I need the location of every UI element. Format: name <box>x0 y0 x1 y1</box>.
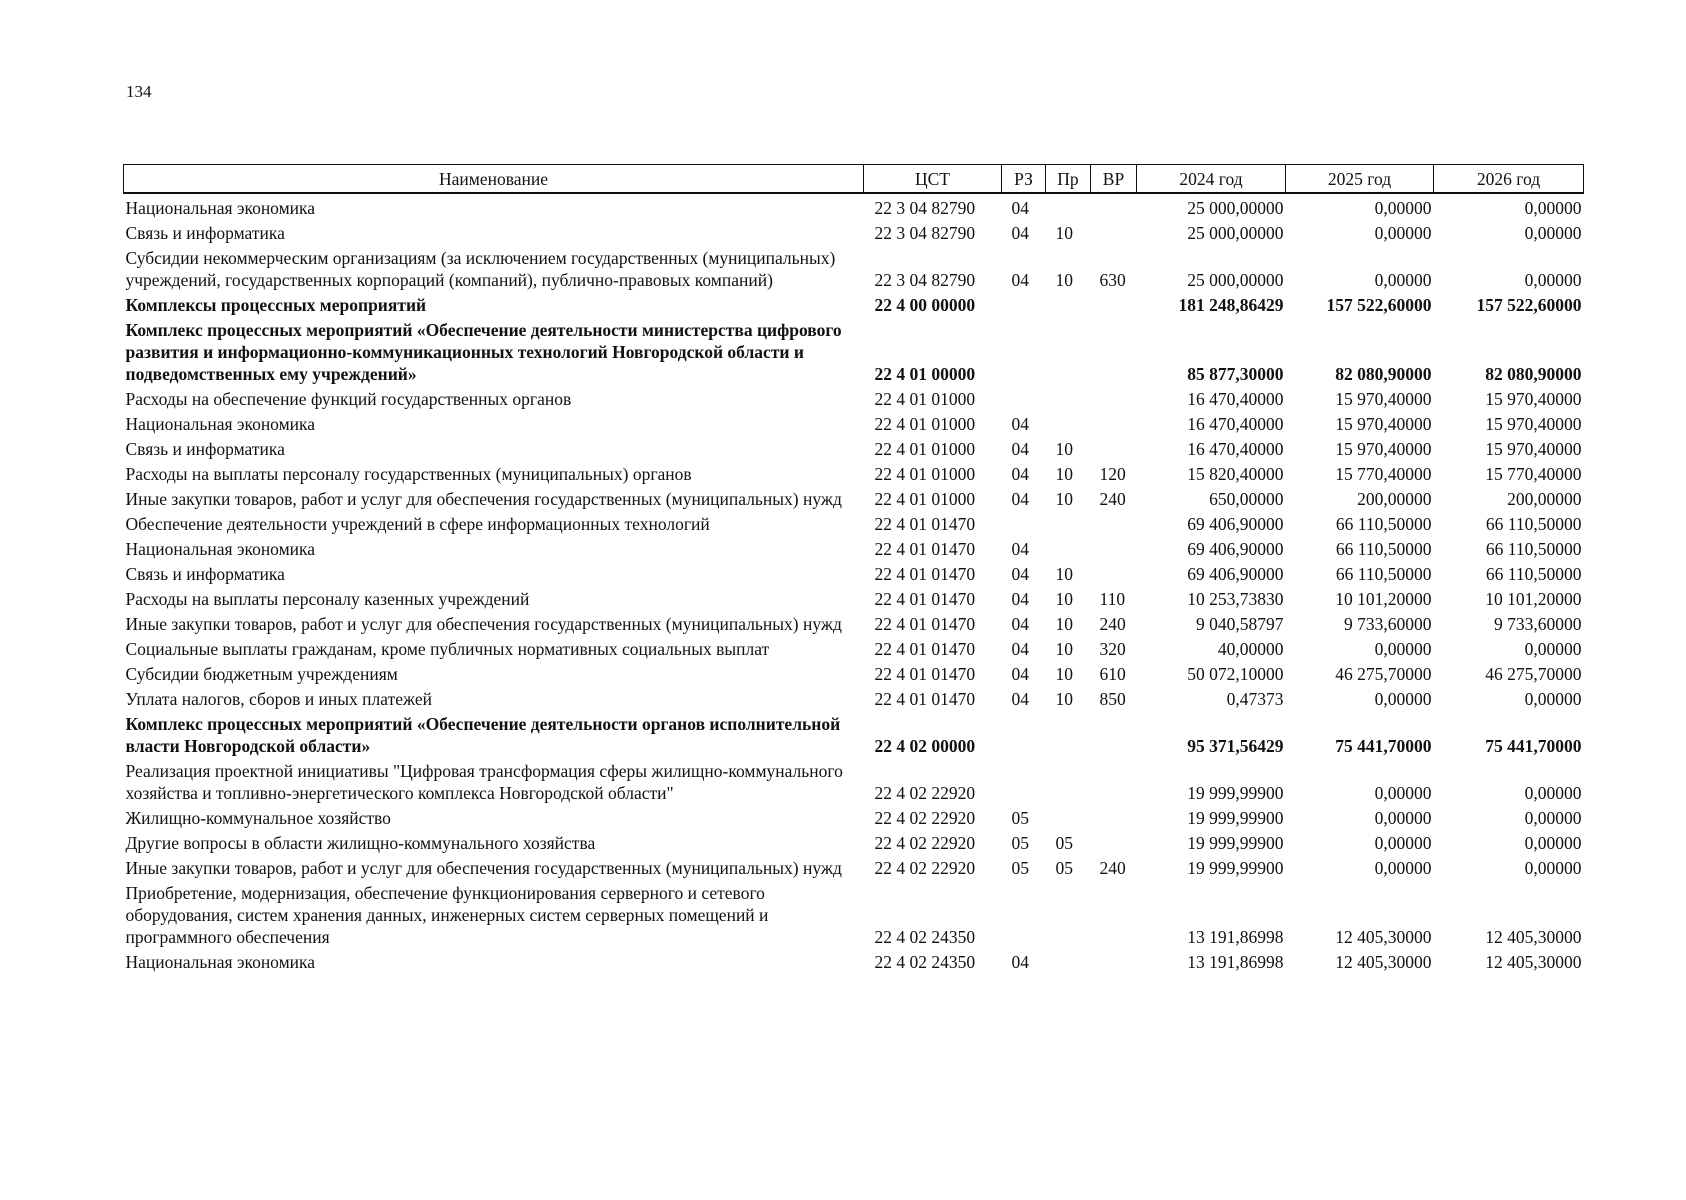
row-pr <box>1046 880 1091 949</box>
row-value-2026: 157 522,60000 <box>1476 295 1582 315</box>
row-pr: 10 <box>1055 614 1073 634</box>
row-pr <box>1046 386 1091 411</box>
row-rz: 04 <box>1011 270 1029 290</box>
table-row <box>124 561 1584 586</box>
row-cst: 22 3 04 82790 <box>874 223 976 243</box>
row-value-2025: 15 970,40000 <box>1335 414 1432 434</box>
row-cst: 22 4 02 22920 <box>874 833 976 853</box>
row-value-2026: 0,00000 <box>1524 783 1582 803</box>
row-rz: 04 <box>1011 464 1029 484</box>
row-cst: 22 4 01 01000 <box>874 489 976 509</box>
row-name: Связь и информатика <box>125 439 285 459</box>
table-row <box>124 536 1584 561</box>
row-value-2025: 0,00000 <box>1374 639 1432 659</box>
row-name: Субсидии некоммерческим организациям (за исключением государственных (муниципальных) учреждений, государственных корпораций (компаний), публично-правовых компаний) <box>125 248 836 290</box>
row-vr: 110 <box>1099 589 1126 609</box>
table-row <box>124 805 1584 830</box>
row-pr: 10 <box>1055 564 1073 584</box>
row-cst: 22 4 02 22920 <box>874 808 976 828</box>
row-cst: 22 4 02 22920 <box>874 858 976 878</box>
table-row <box>124 245 1584 292</box>
row-value-2025: 75 441,70000 <box>1335 736 1432 756</box>
row-pr: 10 <box>1055 464 1073 484</box>
row-rz: 05 <box>1011 833 1029 853</box>
row-vr <box>1091 880 1137 949</box>
row-name: Комплекс процессных мероприятий «Обеспечение деятельности министерства цифрового развития и информационно-коммуникационных технологий Новгородской области и подведомственных ему учреждений» <box>125 320 842 384</box>
row-value-2024: 15 820,40000 <box>1187 464 1284 484</box>
row-pr: 10 <box>1055 439 1073 459</box>
row-value-2025: 15 970,40000 <box>1335 389 1432 409</box>
row-cst: 22 4 01 01470 <box>874 664 976 684</box>
row-name: Жилищно-коммунальное хозяйство <box>125 808 391 828</box>
header-2026: 2026 год <box>1434 165 1584 194</box>
row-cst: 22 4 02 22920 <box>874 783 976 803</box>
row-vr: 240 <box>1099 858 1126 878</box>
row-name: Уплата налогов, сборов и иных платежей <box>125 689 432 709</box>
row-cst: 22 4 01 00000 <box>874 364 976 384</box>
header-cst: ЦСТ <box>864 165 1002 194</box>
row-name: Иные закупки товаров, работ и услуг для обеспечения государственных (муниципальных) нужд <box>125 489 842 509</box>
row-vr: 240 <box>1099 614 1126 634</box>
row-rz <box>1002 386 1046 411</box>
row-value-2025: 0,00000 <box>1374 833 1432 853</box>
row-vr <box>1091 536 1137 561</box>
row-value-2024: 13 191,86998 <box>1187 952 1284 972</box>
row-value-2025: 0,00000 <box>1374 808 1432 828</box>
row-value-2025: 0,00000 <box>1374 198 1432 218</box>
row-vr <box>1091 436 1137 461</box>
row-pr: 10 <box>1055 664 1073 684</box>
row-pr <box>1046 711 1091 758</box>
row-vr <box>1091 411 1137 436</box>
row-pr: 10 <box>1055 689 1073 709</box>
row-cst: 22 4 01 01000 <box>874 439 976 459</box>
row-cst: 22 3 04 82790 <box>874 270 976 290</box>
row-rz: 04 <box>1011 564 1029 584</box>
table-row <box>124 636 1584 661</box>
row-cst: 22 4 00 00000 <box>874 295 976 315</box>
row-value-2026: 0,00000 <box>1524 639 1582 659</box>
row-value-2026: 9 733,60000 <box>1494 614 1582 634</box>
table-row <box>124 411 1584 436</box>
row-rz: 04 <box>1011 439 1029 459</box>
row-rz <box>1002 711 1046 758</box>
row-value-2024: 25 000,00000 <box>1187 223 1284 243</box>
table-header <box>124 165 1584 194</box>
row-pr: 10 <box>1055 223 1073 243</box>
row-name: Связь и информатика <box>125 223 285 243</box>
row-value-2026: 66 110,50000 <box>1485 564 1582 584</box>
header-2024: 2024 год <box>1137 165 1286 194</box>
row-rz: 05 <box>1011 858 1029 878</box>
row-rz: 04 <box>1011 223 1029 243</box>
row-value-2026: 0,00000 <box>1524 833 1582 853</box>
row-value-2025: 12 405,30000 <box>1335 927 1432 947</box>
row-pr: 10 <box>1055 489 1073 509</box>
row-value-2025: 66 110,50000 <box>1335 514 1432 534</box>
header-rz: РЗ <box>1002 165 1046 194</box>
row-cst: 22 4 02 24350 <box>874 952 976 972</box>
row-vr <box>1091 317 1137 386</box>
row-vr <box>1091 711 1137 758</box>
table-row <box>124 386 1584 411</box>
row-value-2024: 9 040,58797 <box>1196 614 1284 634</box>
row-value-2025: 0,00000 <box>1374 689 1432 709</box>
row-rz <box>1002 880 1046 949</box>
header-vr: ВР <box>1091 165 1137 194</box>
row-value-2024: 10 253,73830 <box>1187 589 1284 609</box>
row-cst: 22 4 01 01000 <box>874 414 976 434</box>
row-name: Реализация проектной инициативы "Цифровая трансформация сферы жилищно-коммунального хозяйства и топливно-энергетического комплекса Новгородской области" <box>125 761 843 803</box>
row-value-2026: 200,00000 <box>1507 489 1582 509</box>
row-rz <box>1002 758 1046 805</box>
row-value-2024: 95 371,56429 <box>1187 736 1284 756</box>
row-pr <box>1046 193 1091 220</box>
row-value-2024: 19 999,99900 <box>1187 783 1284 803</box>
row-value-2026: 75 441,70000 <box>1485 736 1582 756</box>
row-name: Национальная экономика <box>125 539 316 559</box>
row-name: Национальная экономика <box>125 414 316 434</box>
row-value-2025: 15 770,40000 <box>1335 464 1432 484</box>
page-number: 134 <box>126 82 152 101</box>
row-pr: 05 <box>1055 858 1073 878</box>
row-value-2025: 157 522,60000 <box>1326 295 1432 315</box>
row-vr: 240 <box>1099 489 1126 509</box>
row-cst: 22 4 01 01000 <box>874 464 976 484</box>
row-name: Расходы на выплаты персоналу казенных учреждений <box>125 589 530 609</box>
table-row <box>124 661 1584 686</box>
row-rz: 04 <box>1011 614 1029 634</box>
table-row <box>124 611 1584 636</box>
row-vr: 630 <box>1099 270 1126 290</box>
row-value-2026: 15 970,40000 <box>1485 389 1582 409</box>
row-name: Другие вопросы в области жилищно-коммунального хозяйства <box>125 833 596 853</box>
table-row <box>124 486 1584 511</box>
row-value-2025: 15 970,40000 <box>1335 439 1432 459</box>
row-vr <box>1091 220 1137 245</box>
row-pr: 05 <box>1055 833 1073 853</box>
row-name: Национальная экономика <box>125 952 316 972</box>
row-value-2024: 69 406,90000 <box>1187 564 1284 584</box>
row-cst: 22 4 02 24350 <box>874 927 976 947</box>
row-rz <box>1002 317 1046 386</box>
row-vr: 320 <box>1099 639 1126 659</box>
row-vr <box>1091 193 1137 220</box>
row-value-2024: 650,00000 <box>1209 489 1284 509</box>
row-cst: 22 4 01 01470 <box>874 614 976 634</box>
row-value-2024: 25 000,00000 <box>1187 198 1284 218</box>
row-vr <box>1091 949 1137 974</box>
table-row <box>124 711 1584 758</box>
row-rz: 04 <box>1011 952 1029 972</box>
row-cst: 22 4 01 01470 <box>874 589 976 609</box>
row-value-2024: 0,47373 <box>1226 689 1284 709</box>
row-vr <box>1091 292 1137 317</box>
row-name: Связь и информатика <box>125 564 285 584</box>
row-rz <box>1002 511 1046 536</box>
row-name: Иные закупки товаров, работ и услуг для обеспечения государственных (муниципальных) нужд <box>125 858 842 878</box>
row-pr <box>1046 536 1091 561</box>
row-value-2026: 10 101,20000 <box>1485 589 1582 609</box>
row-value-2025: 82 080,90000 <box>1335 364 1432 384</box>
row-value-2026: 82 080,90000 <box>1485 364 1582 384</box>
row-value-2024: 16 470,40000 <box>1187 439 1284 459</box>
row-value-2025: 10 101,20000 <box>1335 589 1432 609</box>
row-vr <box>1091 830 1137 855</box>
row-vr <box>1091 511 1137 536</box>
row-pr <box>1046 949 1091 974</box>
table-row <box>124 830 1584 855</box>
row-name: Приобретение, модернизация, обеспечение функционирования серверного и сетевого оборудования, систем хранения данных, инженерных систем серверных помещений и программного обеспечения <box>125 883 769 947</box>
row-value-2025: 0,00000 <box>1374 223 1432 243</box>
row-cst: 22 3 04 82790 <box>874 198 976 218</box>
header-name: Наименование <box>124 165 864 194</box>
row-pr <box>1046 317 1091 386</box>
row-pr <box>1046 411 1091 436</box>
row-cst: 22 4 02 00000 <box>874 736 976 756</box>
row-value-2026: 66 110,50000 <box>1485 514 1582 534</box>
row-value-2024: 85 877,30000 <box>1187 364 1284 384</box>
row-pr <box>1046 805 1091 830</box>
row-pr: 10 <box>1055 270 1073 290</box>
row-value-2026: 15 970,40000 <box>1485 414 1582 434</box>
row-value-2024: 13 191,86998 <box>1187 927 1284 947</box>
table-row <box>124 461 1584 486</box>
row-name: Субсидии бюджетным учреждениям <box>125 664 398 684</box>
row-rz: 04 <box>1011 414 1029 434</box>
row-pr: 10 <box>1055 639 1073 659</box>
table-row <box>124 949 1584 974</box>
table-row <box>124 880 1584 949</box>
table-body <box>124 193 1584 974</box>
row-rz: 04 <box>1011 539 1029 559</box>
row-value-2025: 0,00000 <box>1374 858 1432 878</box>
row-name: Социальные выплаты гражданам, кроме публичных нормативных социальных выплат <box>125 639 770 659</box>
row-rz: 04 <box>1011 489 1029 509</box>
row-pr <box>1046 758 1091 805</box>
row-name: Расходы на выплаты персоналу государственных (муниципальных) органов <box>125 464 692 484</box>
table-row <box>124 511 1584 536</box>
row-pr <box>1046 292 1091 317</box>
row-value-2026: 0,00000 <box>1524 270 1582 290</box>
row-value-2024: 69 406,90000 <box>1187 514 1284 534</box>
row-rz: 04 <box>1011 639 1029 659</box>
table-row <box>124 586 1584 611</box>
row-value-2026: 46 275,70000 <box>1485 664 1582 684</box>
row-value-2024: 40,00000 <box>1217 639 1284 659</box>
row-value-2026: 12 405,30000 <box>1485 952 1582 972</box>
row-name: Национальная экономика <box>125 198 316 218</box>
row-value-2026: 0,00000 <box>1524 223 1582 243</box>
row-vr: 610 <box>1099 664 1126 684</box>
row-value-2025: 0,00000 <box>1374 270 1432 290</box>
row-vr <box>1091 805 1137 830</box>
row-value-2024: 19 999,99900 <box>1187 808 1284 828</box>
row-rz: 04 <box>1011 198 1029 218</box>
row-value-2024: 16 470,40000 <box>1187 389 1284 409</box>
row-name: Комплексы процессных мероприятий <box>125 295 427 315</box>
row-value-2026: 0,00000 <box>1524 689 1582 709</box>
row-cst: 22 4 01 01470 <box>874 689 976 709</box>
row-value-2024: 50 072,10000 <box>1187 664 1284 684</box>
row-value-2026: 66 110,50000 <box>1485 539 1582 559</box>
row-value-2024: 25 000,00000 <box>1187 270 1284 290</box>
header-2025: 2025 год <box>1286 165 1434 194</box>
row-cst: 22 4 01 01470 <box>874 564 976 584</box>
header-pr: Пр <box>1046 165 1091 194</box>
row-value-2024: 19 999,99900 <box>1187 858 1284 878</box>
row-value-2026: 15 770,40000 <box>1485 464 1582 484</box>
row-value-2025: 46 275,70000 <box>1335 664 1432 684</box>
table-row <box>124 436 1584 461</box>
row-value-2026: 12 405,30000 <box>1485 927 1582 947</box>
row-value-2026: 0,00000 <box>1524 198 1582 218</box>
table-row <box>124 317 1584 386</box>
row-value-2026: 15 970,40000 <box>1485 439 1582 459</box>
row-name: Комплекс процессных мероприятий «Обеспечение деятельности органов исполнительной власти Новгородской области» <box>125 714 841 756</box>
row-pr <box>1046 511 1091 536</box>
budget-table <box>123 164 1584 974</box>
row-rz: 04 <box>1011 589 1029 609</box>
table-row <box>124 193 1584 220</box>
row-value-2024: 19 999,99900 <box>1187 833 1284 853</box>
table-row <box>124 758 1584 805</box>
row-name: Обеспечение деятельности учреждений в сфере информационных технологий <box>125 514 710 534</box>
row-value-2025: 12 405,30000 <box>1335 952 1432 972</box>
row-vr: 850 <box>1099 689 1126 709</box>
row-cst: 22 4 01 01000 <box>874 389 976 409</box>
row-name: Расходы на обеспечение функций государственных органов <box>125 389 572 409</box>
row-rz: 04 <box>1011 664 1029 684</box>
row-vr <box>1091 386 1137 411</box>
row-cst: 22 4 01 01470 <box>874 539 976 559</box>
row-rz: 04 <box>1011 689 1029 709</box>
row-vr <box>1091 758 1137 805</box>
row-vr <box>1091 561 1137 586</box>
table-row <box>124 855 1584 880</box>
row-value-2025: 66 110,50000 <box>1335 564 1432 584</box>
row-value-2026: 0,00000 <box>1524 808 1582 828</box>
row-rz <box>1002 292 1046 317</box>
table-row <box>124 220 1584 245</box>
row-cst: 22 4 01 01470 <box>874 639 976 659</box>
row-value-2024: 181 248,86429 <box>1178 295 1284 315</box>
row-vr: 120 <box>1099 464 1126 484</box>
row-value-2025: 0,00000 <box>1374 783 1432 803</box>
row-value-2024: 69 406,90000 <box>1187 539 1284 559</box>
row-value-2025: 66 110,50000 <box>1335 539 1432 559</box>
row-name: Иные закупки товаров, работ и услуг для обеспечения государственных (муниципальных) нужд <box>125 614 842 634</box>
row-value-2026: 0,00000 <box>1524 858 1582 878</box>
row-value-2024: 16 470,40000 <box>1187 414 1284 434</box>
row-rz: 05 <box>1011 808 1029 828</box>
row-cst: 22 4 01 01470 <box>874 514 976 534</box>
row-pr: 10 <box>1055 589 1073 609</box>
table-row <box>124 686 1584 711</box>
row-value-2025: 9 733,60000 <box>1344 614 1432 634</box>
header-row <box>124 165 1584 194</box>
row-value-2025: 200,00000 <box>1357 489 1432 509</box>
table-row <box>124 292 1584 317</box>
